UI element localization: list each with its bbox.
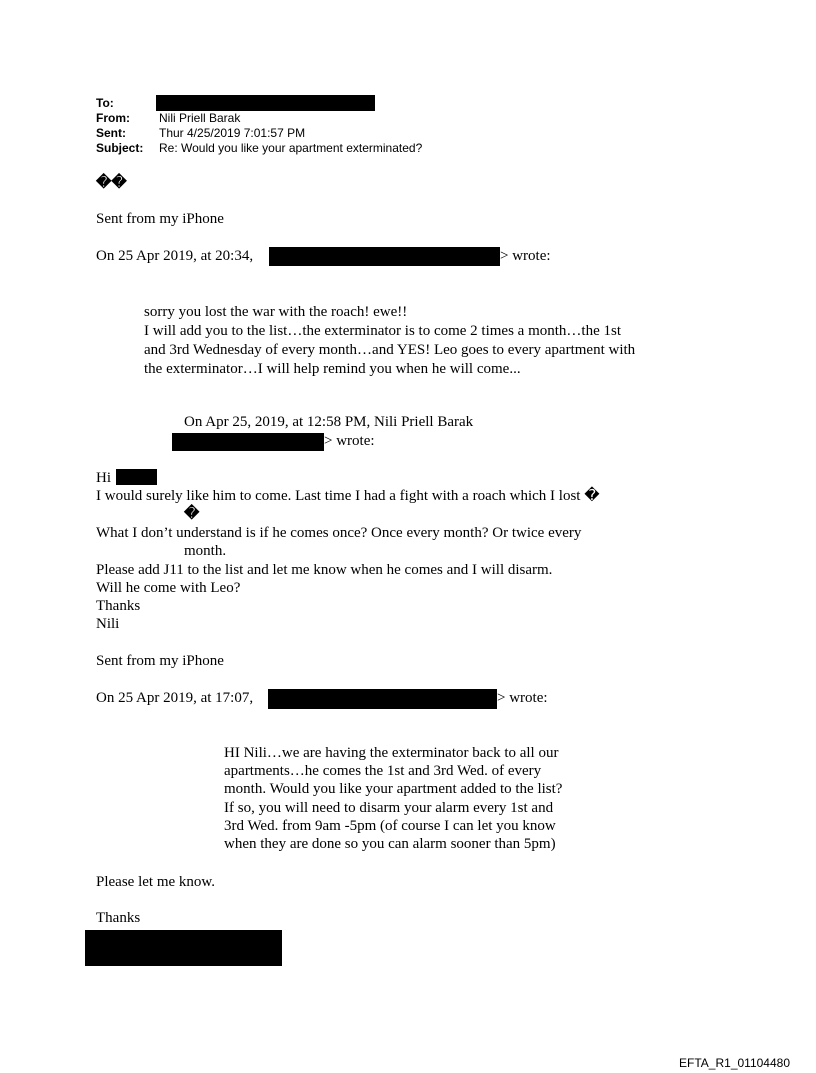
from-label: From: <box>96 111 130 125</box>
closing-let-me-know: Please let me know. <box>96 874 215 890</box>
subject-value: Re: Would you like your apartment exterminated? <box>159 141 423 155</box>
nili-line-2-cont: month. <box>184 543 227 559</box>
nili-line-1-cont: � <box>184 506 200 522</box>
redaction-greeting-name <box>116 469 157 485</box>
subject-row <box>96 142 422 155</box>
nili-line-3: Please add J11 to the list and let me know when he comes and I will disarm. <box>96 562 553 578</box>
nili-line-4: Will he come with Leo? <box>96 580 241 596</box>
quote-intro-1-suffix: > wrote: <box>500 248 551 264</box>
original-line: when they are done so you can alarm sooner than 5pm) <box>224 836 556 853</box>
quote-intro-1 <box>96 247 253 266</box>
quote-intro-3-suffix: > wrote: <box>497 690 548 706</box>
from-value: Nili Priell Barak <box>159 111 241 125</box>
redaction-email-nili <box>172 433 324 451</box>
original-line: apartments…he comes the 1st and 3rd Wed. of every <box>224 763 542 780</box>
to-label: To: <box>96 96 114 110</box>
nili-line-1: I would surely like him to come. Last time I had a fight with a roach which I lost � <box>96 488 600 504</box>
original-line: month. Would you like your apartment added to the list? <box>224 781 563 798</box>
signature-iphone-2: Sent from my iPhone <box>96 653 224 669</box>
original-body <box>224 744 562 853</box>
quote-1-line: sorry you lost the war with the roach! ewe!! <box>144 304 408 320</box>
redaction-sender-1 <box>269 247 500 266</box>
nili-line-2: What I don’t understand is if he comes once? Once every month? Or twice every <box>96 525 582 541</box>
replacement-glyphs: �� <box>96 175 127 191</box>
nili-greeting: Hi <box>96 470 111 486</box>
quote-1-line: the exterminator…I will help remind you when he will come... <box>144 361 521 377</box>
redaction-sender-3 <box>268 689 497 709</box>
nili-line-5: Thanks <box>96 598 141 614</box>
redaction-to <box>156 95 375 111</box>
signature-iphone-1: Sent from my iPhone <box>96 211 224 227</box>
quote-2-intro-line1: On Apr 25, 2019, at 12:58 PM, Nili Priell Barak <box>184 414 474 430</box>
sent-value: Thur 4/25/2019 7:01:57 PM <box>159 126 306 140</box>
quote-2-intro-suffix: > wrote: <box>324 433 375 449</box>
quote-intro-1-prefix: On 25 Apr 2019, at 20:34, <box>96 248 254 264</box>
quote-1-line: and 3rd Wednesday of every month…and YES! Leo goes to every apartment with <box>144 342 636 358</box>
original-line: HI Nili…we are having the exterminator back to all our <box>224 745 559 761</box>
from-row <box>96 112 240 125</box>
redaction-signature <box>85 930 282 966</box>
nili-line-6: Nili <box>96 616 120 632</box>
sent-label: Sent: <box>96 126 126 140</box>
sent-row <box>96 127 305 140</box>
original-line: 3rd Wed. from 9am -5pm (of course I can let you know <box>224 817 556 834</box>
subject-label: Subject: <box>96 141 144 155</box>
quote-1-body <box>144 303 635 379</box>
document-id: EFTA_R1_01104480 <box>679 1056 790 1070</box>
quote-1-line: I will add you to the list…the exterminator is to come 2 times a month…the 1st <box>144 323 622 339</box>
quote-intro-3-prefix: On 25 Apr 2019, at 17:07, <box>96 690 254 706</box>
closing-thanks: Thanks <box>96 910 141 926</box>
original-line: If so, you will need to disarm your alarm every 1st and <box>224 799 554 816</box>
to-row <box>96 97 159 110</box>
